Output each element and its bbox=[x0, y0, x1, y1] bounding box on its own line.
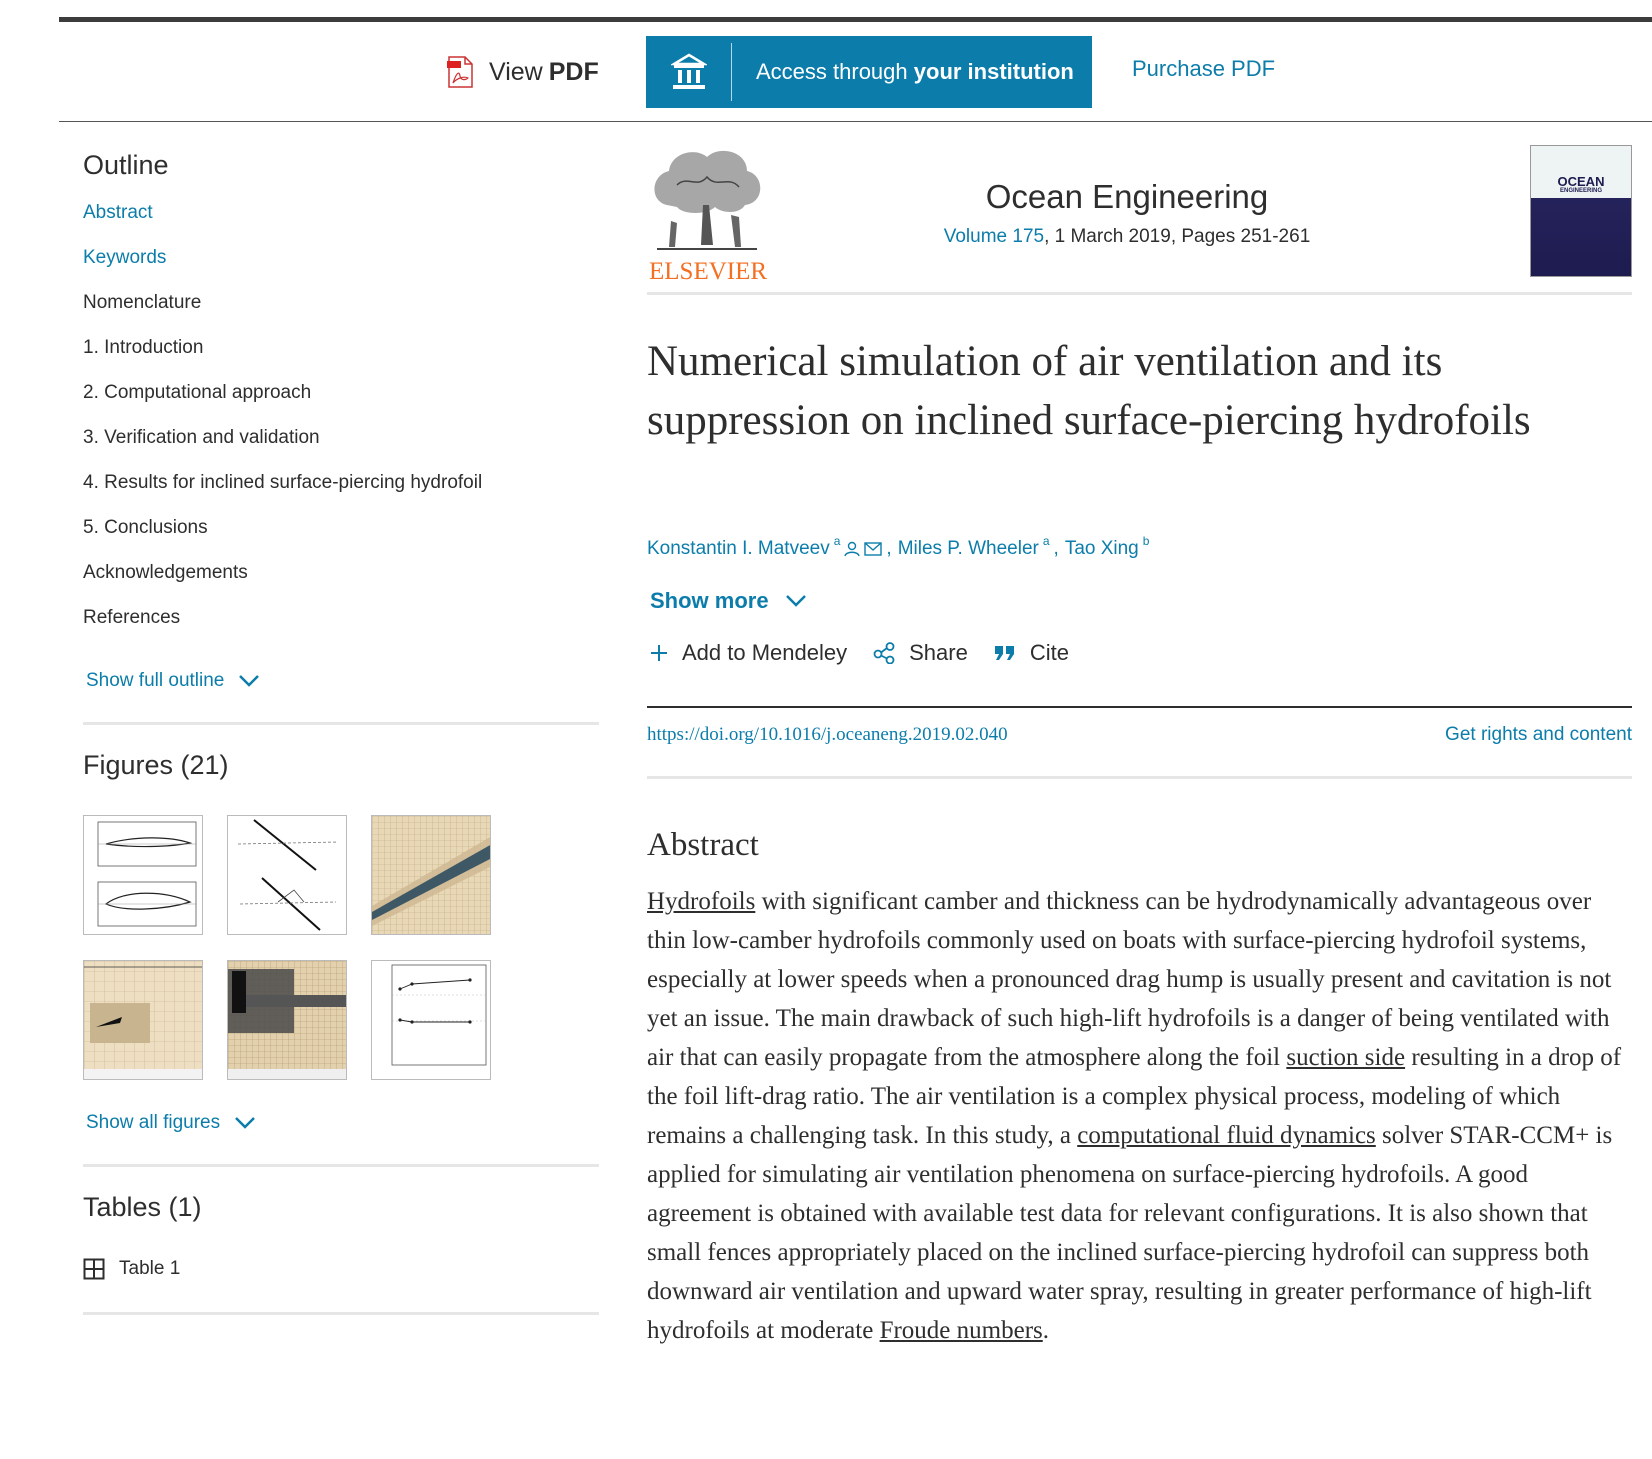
doi-bottom-divider bbox=[647, 776, 1632, 779]
abstract-segment: with significant camber and thickness can be hydrodynamically advantageous over thin low-camber hydrofoils commonly used on boats with surface-piercing hydrofoil systems, especially at lower speeds when a pronounced drag hump is usually present and cavitation is not yet an issue. The main drawback of such high-lift hydrofoils is a danger of being ventilated with air that can easily propagate from the atmosphere along the foil bbox=[647, 888, 1612, 1071]
show-all-figures-label: Show all figures bbox=[86, 1112, 221, 1133]
journal-cover[interactable] bbox=[1530, 145, 1632, 277]
outline-item-abstract[interactable]: Abstract bbox=[83, 202, 153, 223]
outline-item-verification[interactable]: 3. Verification and validation bbox=[83, 427, 320, 448]
doi-divider bbox=[647, 706, 1632, 708]
figure-thumbnail[interactable] bbox=[83, 960, 203, 1080]
figure-thumbnail[interactable] bbox=[371, 960, 491, 1080]
volume-link[interactable]: Volume 175 bbox=[943, 226, 1045, 247]
doi-link[interactable]: https://doi.org/10.1016/j.oceaneng.2019.02.040 bbox=[647, 724, 1008, 745]
elsevier-logo[interactable] bbox=[647, 145, 768, 285]
figure-thumbnail[interactable] bbox=[371, 815, 491, 935]
tables-heading: Tables (1) bbox=[83, 1192, 202, 1222]
chevron-down-icon bbox=[785, 594, 807, 608]
share-button[interactable] bbox=[873, 640, 968, 666]
author-affiliation: a bbox=[1042, 534, 1050, 548]
author-link[interactable]: Miles P. Wheeler bbox=[897, 538, 1039, 559]
show-all-figures-link[interactable] bbox=[86, 1112, 256, 1134]
quote-icon bbox=[994, 644, 1016, 662]
figure-thumbnail[interactable] bbox=[227, 815, 347, 935]
author-affiliation: b bbox=[1142, 534, 1150, 548]
share-icon bbox=[873, 642, 895, 664]
share-label: Share bbox=[909, 640, 968, 665]
figure-convergence-plot bbox=[372, 961, 491, 1080]
author-separator: , bbox=[886, 538, 892, 559]
author-affiliation: a bbox=[833, 534, 841, 548]
outline-item-references[interactable]: References bbox=[83, 607, 181, 628]
figure-domain-mesh bbox=[84, 961, 203, 1080]
chevron-down-icon bbox=[238, 674, 260, 688]
author-link[interactable]: Konstantin I. Matveev bbox=[647, 538, 830, 559]
cover-subtitle: ENGINEERING bbox=[1559, 188, 1602, 194]
term-link-hydrofoils[interactable]: Hydrofoils bbox=[647, 888, 756, 915]
access-institution-button[interactable] bbox=[646, 36, 1092, 108]
term-link-cfd[interactable]: computational fluid dynamics bbox=[1077, 1122, 1376, 1149]
figure-thumbnail[interactable] bbox=[227, 960, 347, 1080]
view-pdf-button[interactable] bbox=[447, 52, 599, 92]
abstract-segment: . bbox=[1042, 1317, 1049, 1344]
outline-list bbox=[83, 200, 482, 650]
article-title: Numerical simulation of air ventilation and its suppression on inclined surface-piercing hydrofoils bbox=[647, 338, 1531, 444]
article-toolbar bbox=[59, 22, 1652, 122]
cite-label: Cite bbox=[1029, 640, 1069, 665]
issue-info: , 1 March 2019, Pages 251-261 bbox=[1044, 226, 1311, 247]
show-full-outline-label: Show full outline bbox=[86, 670, 225, 691]
view-pdf-prefix: View bbox=[489, 57, 543, 86]
show-full-outline-link[interactable] bbox=[86, 670, 260, 692]
show-more-button[interactable] bbox=[650, 588, 807, 614]
pdf-icon bbox=[447, 56, 473, 88]
journal-info bbox=[927, 178, 1327, 248]
figure-mesh-plot bbox=[372, 816, 491, 935]
journal-name[interactable]: Ocean Engineering bbox=[985, 178, 1269, 215]
author-list bbox=[647, 534, 1153, 560]
show-more-label: Show more bbox=[650, 588, 769, 613]
cover-title: OCEAN bbox=[1557, 174, 1605, 189]
view-pdf-bold: PDF bbox=[548, 57, 599, 86]
abstract-text bbox=[647, 882, 1632, 1350]
chevron-down-icon bbox=[234, 1116, 256, 1130]
outline-item-results[interactable]: 4. Results for inclined surface-piercing hydrofoil bbox=[83, 472, 483, 493]
mendeley-label: Add to Mendeley bbox=[682, 640, 848, 665]
person-icon[interactable] bbox=[844, 541, 860, 557]
outline-item-keywords[interactable]: Keywords bbox=[83, 247, 167, 268]
cite-button[interactable] bbox=[994, 640, 1069, 666]
term-link-froude-numbers[interactable]: Froude numbers bbox=[879, 1317, 1043, 1344]
outline-item-nomenclature[interactable]: Nomenclature bbox=[83, 292, 202, 313]
abstract-segment: solver STAR-CCM+ is applied for simulating air ventilation phenomena on surface-piercing hydrofoils. A good agreement is obtained with available test data for relevant configurations. It is also shown that small fences appropriately placed on the inclined surface-piercing hydrofoil can suppress both downward air ventilation and upward water spray, resulting in greater performance of high-lift hydrofoils at moderate bbox=[647, 1122, 1613, 1344]
abstract-heading: Abstract bbox=[647, 827, 759, 863]
plus-icon bbox=[650, 644, 668, 662]
term-link-suction-side[interactable]: suction side bbox=[1286, 1044, 1406, 1071]
access-label-prefix: Access through bbox=[756, 59, 908, 84]
outline-heading: Outline bbox=[83, 150, 169, 180]
access-label-bold: your institution bbox=[913, 59, 1074, 84]
author-separator: , bbox=[1053, 538, 1059, 559]
outline-item-conclusions[interactable]: 5. Conclusions bbox=[83, 517, 208, 538]
sidebar-divider bbox=[83, 722, 599, 725]
figure-thumbnail[interactable] bbox=[83, 815, 203, 935]
figures-heading: Figures (21) bbox=[83, 750, 229, 780]
header-divider bbox=[647, 292, 1632, 295]
sidebar-divider bbox=[83, 1164, 599, 1167]
get-rights-link[interactable]: Get rights and content bbox=[1445, 724, 1632, 745]
outline-item-introduction[interactable]: 1. Introduction bbox=[83, 337, 204, 358]
outline-item-acknowledgements[interactable]: Acknowledgements bbox=[83, 562, 248, 583]
elsevier-tree-logo bbox=[647, 145, 767, 257]
envelope-icon[interactable] bbox=[864, 542, 882, 556]
outline-item-computational-approach[interactable]: 2. Computational approach bbox=[83, 382, 312, 403]
abstract-segment: resulting in a drop of the foil lift-drag ratio. The air ventilation is a complex physical process, modeling of which remains a challenging task. In this study, a bbox=[647, 1044, 1622, 1149]
figure-hydrofoil-schematic bbox=[228, 816, 347, 935]
figure-airfoil-plot bbox=[84, 816, 203, 935]
article-actions bbox=[650, 640, 1095, 666]
institution-icon bbox=[646, 43, 732, 101]
author-link[interactable]: Tao Xing bbox=[1064, 538, 1139, 559]
add-to-mendeley-button[interactable] bbox=[650, 640, 847, 666]
sidebar-divider bbox=[83, 1312, 599, 1315]
figure-refined-mesh bbox=[228, 961, 347, 1080]
purchase-pdf-link[interactable]: Purchase PDF bbox=[1132, 56, 1276, 81]
elsevier-wordmark: ELSEVIER bbox=[649, 258, 768, 285]
table-icon bbox=[83, 1258, 105, 1280]
table-1-label: Table 1 bbox=[119, 1258, 181, 1279]
table-1-link[interactable] bbox=[83, 1258, 180, 1280]
